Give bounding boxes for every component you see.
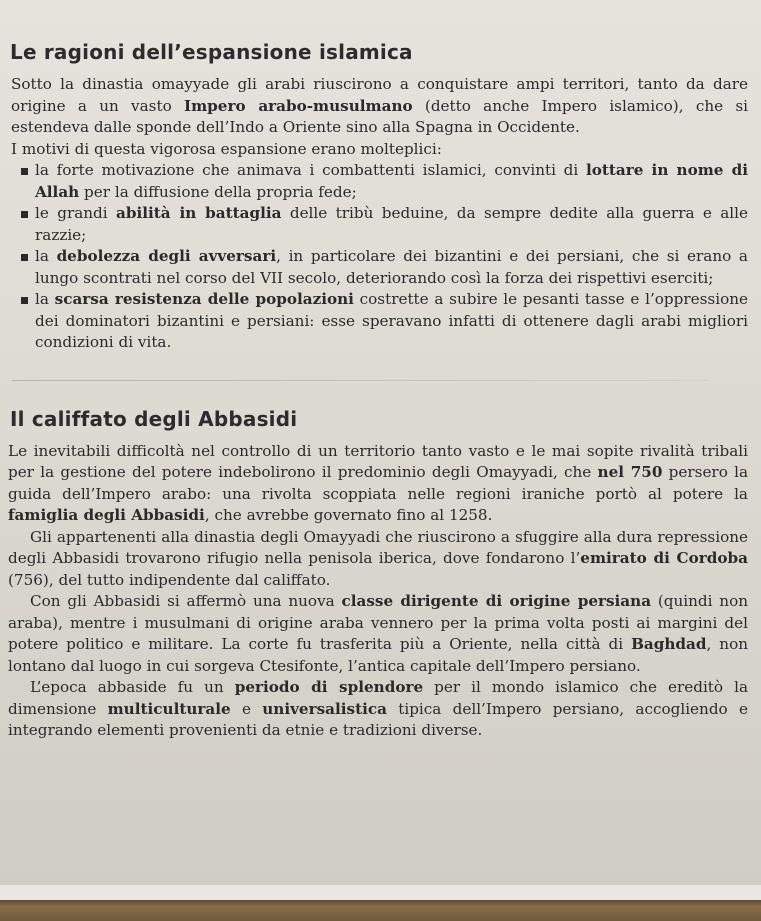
section-abbasid-caliphate [8,407,748,742]
motive-text [35,290,748,351]
page-content [8,40,748,742]
abbasid-paragraph [8,527,748,592]
text-run: la [35,290,55,308]
bold-term: emirato di Cordoba [580,549,748,567]
text-run: Sotto la dinastia omayyade gli arabi riuscirono a conquistare ampi territori, tanto da dare origine a un vasto [11,75,748,115]
text-run: (detto anche Impero islamico), che si estendeva dalle sponde dell’Indo a Oriente sino alla Spagna in Occidente. [11,96,749,136]
text-run: per il mondo islamico che ereditò la dimensione [8,678,748,718]
text-run: per la diffusione della propria fede; [79,182,357,201]
motive-item [11,203,748,246]
bold-term: Baghdad [631,635,707,653]
section-divider [12,380,708,381]
motive-text [35,247,748,287]
text-run: tipica dell’Impero persiano, accogliendo e integrando elementi provenienti da etnie e tradizioni diverse. [8,699,748,739]
abbasid-paragraph [8,441,748,527]
bold-term: lottare in nome di Allah [35,161,748,201]
motive-text [35,161,748,201]
text-run: , in particolare dei bizantini e dei persiani, che si erano a lungo scontrati nel corso del VII secolo, deteriorando così la forza dei rispettivi eserciti; [35,247,748,287]
square-bullet-icon [21,168,28,175]
motive-item [11,289,748,354]
abbasid-paragraph [8,677,748,742]
bold-term: famiglia degli Abbasidi [8,506,205,524]
motive-item [11,246,748,289]
square-bullet-icon [21,254,28,261]
text-run: la [35,247,57,265]
text-run: , che avrebbe governato fino al 1258. [204,506,493,524]
bottom-decorative-band [0,885,761,921]
text-run: le grandi [35,204,117,222]
motives-list [8,160,748,354]
text-run: la forte motivazione che animava i combattenti islamici, convinti di [35,161,586,179]
text-run: delle tribù beduine, da sempre dedite alla guerra e alle razzie; [35,204,749,244]
text-run: persero la guida dell’Impero arabo: una rivolta scoppiata nelle regioni iraniche portò al potere la [8,463,748,503]
text-run: L’epoca abbaside fu un [30,678,235,696]
text-run: costrette a subire le pesanti tasse e l’oppressione dei dominatori bizantini e persiani: esse speravano infatti di ottenere dagli arabi migliori condizioni di vita. [35,290,748,351]
section-expansion-reasons [8,40,748,354]
text-run: Le inevitabili difficoltà nel controllo di un territorio tanto vasto e le mai sopite rivalità tribali per la gestione del potere indebolirono il predominio degli Omayyadi, che [8,441,748,481]
bold-term: classe dirigente di origine persiana [341,592,652,610]
abbasid-paragraph [8,591,748,677]
section-title-expansion: Le ragioni dell’espansione islamica [10,40,413,64]
bold-term: multiculturale [107,699,231,718]
text-run: , non lontano dal luogo in cui sorgeva Ctesifonte, l’antica capitale dell’Impero persiano. [8,635,748,675]
text-run: Gli appartenenti alla dinastia degli Omayyadi che riuscirono a sfuggire alla dura repressione degli Abbasidi trovarono rifugio nella penisola iberica, dove fondarono l’ [8,527,748,567]
bold-term: periodo di splendore [234,678,424,696]
bold-term: scarsa resistenza delle popolazioni [54,290,354,308]
bold-term: nel 750 [597,463,663,481]
text-run: (quindi non araba), mentre i musulmani di origine araba vennero per la prima volta posti ai margini del potere politico e militare. La corte fu trasferita più a Oriente, nella città di [8,592,748,653]
square-bullet-icon [21,297,28,304]
motive-item [11,160,748,203]
bold-term: Impero arabo-musulmano [184,96,413,115]
section-title-abbasid: Il califfato degli Abbasidi [10,406,298,431]
motive-text [35,204,748,244]
text-run: e [230,699,263,718]
text-run: (756), del tutto indipendente dal califfato. [8,570,331,589]
bold-term: abilità in battaglia [116,204,282,222]
motives-lead: I motivi di questa vigorosa espansione erano molteplici: [11,139,442,158]
square-bullet-icon [21,211,28,218]
bold-term: debolezza degli avversari [56,247,277,265]
text-run: Con gli Abbasidi si affermò una nuova [30,592,342,610]
intro-paragraph [11,74,748,139]
bold-term: universalistica [262,699,387,718]
